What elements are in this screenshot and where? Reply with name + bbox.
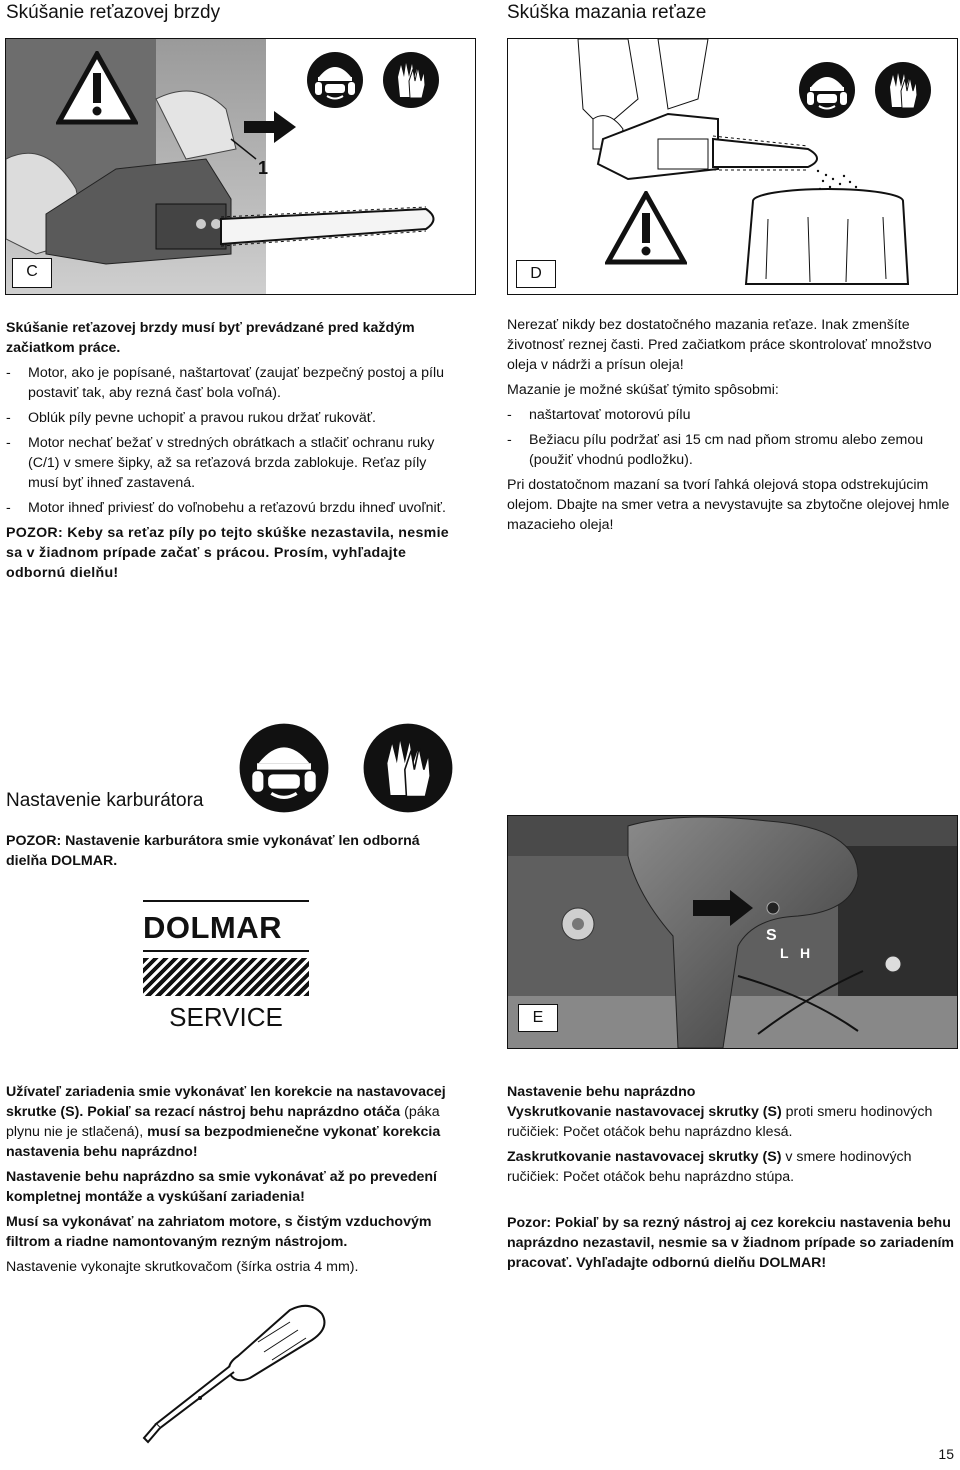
step-text: naštartovať motorovú pílu bbox=[529, 407, 691, 423]
chain-brake-warning: POZOR: Keby sa reťaz píly po tejto skúške nezastavila, nesmie sa v žiadnom prípade začať s prácou. Prosím, vyhľadajte odbornú dielňu! bbox=[6, 525, 449, 581]
idle-adjust-warning: Pozor: Pokiaľ by sa rezný nástroj aj cez korekciu nastavenia behu naprázdno nezastavil, nesmie sa v žiadnom prípade so zariadením pracovať. Vyhľadajte odbornú dielňu DOLMAR! bbox=[507, 1215, 955, 1271]
warning-triangle-icon bbox=[56, 51, 138, 125]
chain-brake-step: - Motor ihneď priviesť do voľnobehu a reťazovú brzdu ihneď uvoľniť. bbox=[6, 498, 454, 518]
carburetor-left-text bbox=[6, 1082, 458, 1282]
chain-brake-intro: Skúšanie reťazovej brzdy musí byť prevádzané pred každým začiatkom práce. bbox=[6, 320, 415, 356]
idle-adjust-paragraph bbox=[507, 1102, 957, 1142]
warning-triangle-icon bbox=[605, 191, 687, 265]
helmet-ear-protection-icon bbox=[306, 51, 364, 109]
para-bold: musí sa bezpodmienečne vykonať korekcia nastavenia behu naprázdno! bbox=[6, 1124, 441, 1160]
figure-label-e: E bbox=[518, 1004, 558, 1032]
carburetor-title: Nastavenie karburátora bbox=[6, 790, 204, 811]
para-normal: (páka plynu nie je stlačená), bbox=[6, 1104, 440, 1140]
para-normal: proti smeru hodinových ručičiek: Počet otáčok behu naprázdno klesá. bbox=[507, 1104, 933, 1140]
chain-brake-step: - Oblúk píly pevne uchopiť a pravou rukou držať rukoväť. bbox=[6, 408, 454, 428]
arrow-reference-label: 1 bbox=[258, 158, 269, 178]
lubrication-paragraph: Mazanie je možné skúšať týmito spôsobmi: bbox=[507, 382, 779, 398]
step-text: Motor, ako je popísané, naštartovať (zaujať bezpečný postoj a pílu postaviť tak, aby rezná časť bola voľná). bbox=[28, 365, 445, 401]
chain-brake-step: - Motor nechať bežať v stredných obrátkach a stlačiť ochranu ruky (C/1) v smere šipky, až sa reťazová brzda zablokuje. Reťaz píly musí byť ihneď zastavená. bbox=[6, 433, 454, 493]
carburetor-paragraph: Musí sa vykonávať na zahriatom motore, s čistým vzduchovým filtrom a riadne namontovaným rezným nástrojom. bbox=[6, 1214, 432, 1250]
idle-adjust-paragraph bbox=[507, 1147, 957, 1187]
lubrication-step: - Bežiacu pílu podržať asi 15 cm nad pňom stromu alebo zemou (použiť vhodnú podložku). bbox=[507, 430, 955, 470]
logo-brand-text: DOLMAR bbox=[143, 910, 283, 945]
para-bold: Zaskrutkovanie nastavovacej skrutky (S) bbox=[507, 1149, 782, 1165]
step-text: Oblúk píly pevne uchopiť a pravou rukou držať rukoväť. bbox=[28, 410, 376, 426]
lubrication-step: - naštartovať motorovú pílu bbox=[507, 405, 955, 425]
carburetor-adjustment-photo bbox=[508, 816, 957, 1048]
lubrication-paragraph: Nerezať nikdy bez dostatočného mazania reťaze. Inak zmenšíte životnosť reznej časti. Pred začiatkom práce skontrolovať množstvo oleja v nádrži a prísun oleja! bbox=[507, 317, 932, 373]
step-text: Motor nechať bežať v stredných obrátkach a stlačiť ochranu ruky (C/1) v smere šipky, až sa reťazová brzda zablokuje. Reťaz píly musí byť ihneď zastavená. bbox=[28, 435, 435, 491]
lubrication-title: Skúška mazania reťaze bbox=[507, 2, 707, 23]
helmet-ear-protection-icon bbox=[238, 722, 330, 814]
chain-brake-instructions bbox=[6, 318, 454, 588]
lubrication-instructions bbox=[507, 315, 955, 540]
para-bold: Vyskrutkovanie nastavovacej skrutky bbox=[507, 1104, 759, 1120]
lubrication-figure bbox=[507, 38, 958, 295]
helmet-ear-protection-icon bbox=[798, 61, 856, 119]
logo-stripes bbox=[143, 958, 309, 996]
gloves-icon bbox=[362, 722, 454, 814]
idle-adjust-title: Nastavenie behu naprázdno bbox=[507, 1084, 696, 1100]
carburetor-paragraph: Nastavenie behu naprázdno sa smie vykonávať až po prevedení kompletnej montáže a vyskúšaní zariadenia! bbox=[6, 1169, 438, 1205]
chain-brake-step: - Motor, ako je popísané, naštartovať (zaujať bezpečný postoj a pílu postaviť tak, aby rezná časť bola voľná). bbox=[6, 363, 454, 403]
dolmar-service-logo bbox=[143, 900, 309, 1035]
carburetor-right-text bbox=[507, 1082, 957, 1278]
para-bold: Užívateľ zariadenia smie vykonávať len korekcie na nastavovacej skrutke (S). Pokiaľ sa rezací nástroj behu naprázdno otáča bbox=[6, 1084, 446, 1120]
chain-brake-title: Skúšanie reťazovej brzdy bbox=[6, 2, 221, 23]
para-normal: v smere hodinových ručičiek: Počet otáčok behu naprázdno stúpa. bbox=[507, 1149, 912, 1185]
carburetor-warning: POZOR: Nastavenie karburátora smie vykonávať len odborná dielňa DOLMAR. bbox=[6, 833, 420, 869]
figure-label-d: D bbox=[516, 260, 556, 288]
carburetor-figure bbox=[507, 815, 958, 1049]
gloves-icon bbox=[874, 61, 932, 119]
logo-service-text: SERVICE bbox=[169, 1002, 283, 1032]
para-ref: (S) bbox=[762, 1104, 782, 1120]
gloves-icon bbox=[382, 51, 440, 109]
carburetor-note: Nastavenie vykonajte skrutkovačom (šírka ostria 4 mm). bbox=[6, 1259, 359, 1275]
screw-label-s: S bbox=[766, 927, 777, 944]
screw-label-l: L bbox=[780, 945, 789, 961]
step-text: Motor ihneď priviesť do voľnobehu a reťazovú brzdu ihneď uvoľniť. bbox=[28, 500, 446, 516]
figure-label-c: C bbox=[12, 258, 52, 288]
lubrication-closing: Pri dostatočnom mazaní sa tvorí ľahká olejová stopa odstrekujúcim olejom. Dbajte na smer vetra a nevystavujte sa zbytočne olejovej hmle mazacieho oleja! bbox=[507, 477, 950, 533]
page-number: 15 bbox=[938, 1446, 954, 1462]
screw-label-h: H bbox=[800, 945, 811, 961]
step-text: Bežiacu pílu podržať asi 15 cm nad pňom stromu alebo zemou (použiť vhodnú podložku). bbox=[529, 432, 924, 468]
carburetor-paragraph bbox=[6, 1082, 458, 1162]
chain-brake-figure bbox=[5, 38, 476, 295]
screwdriver-illustration bbox=[140, 1300, 330, 1450]
